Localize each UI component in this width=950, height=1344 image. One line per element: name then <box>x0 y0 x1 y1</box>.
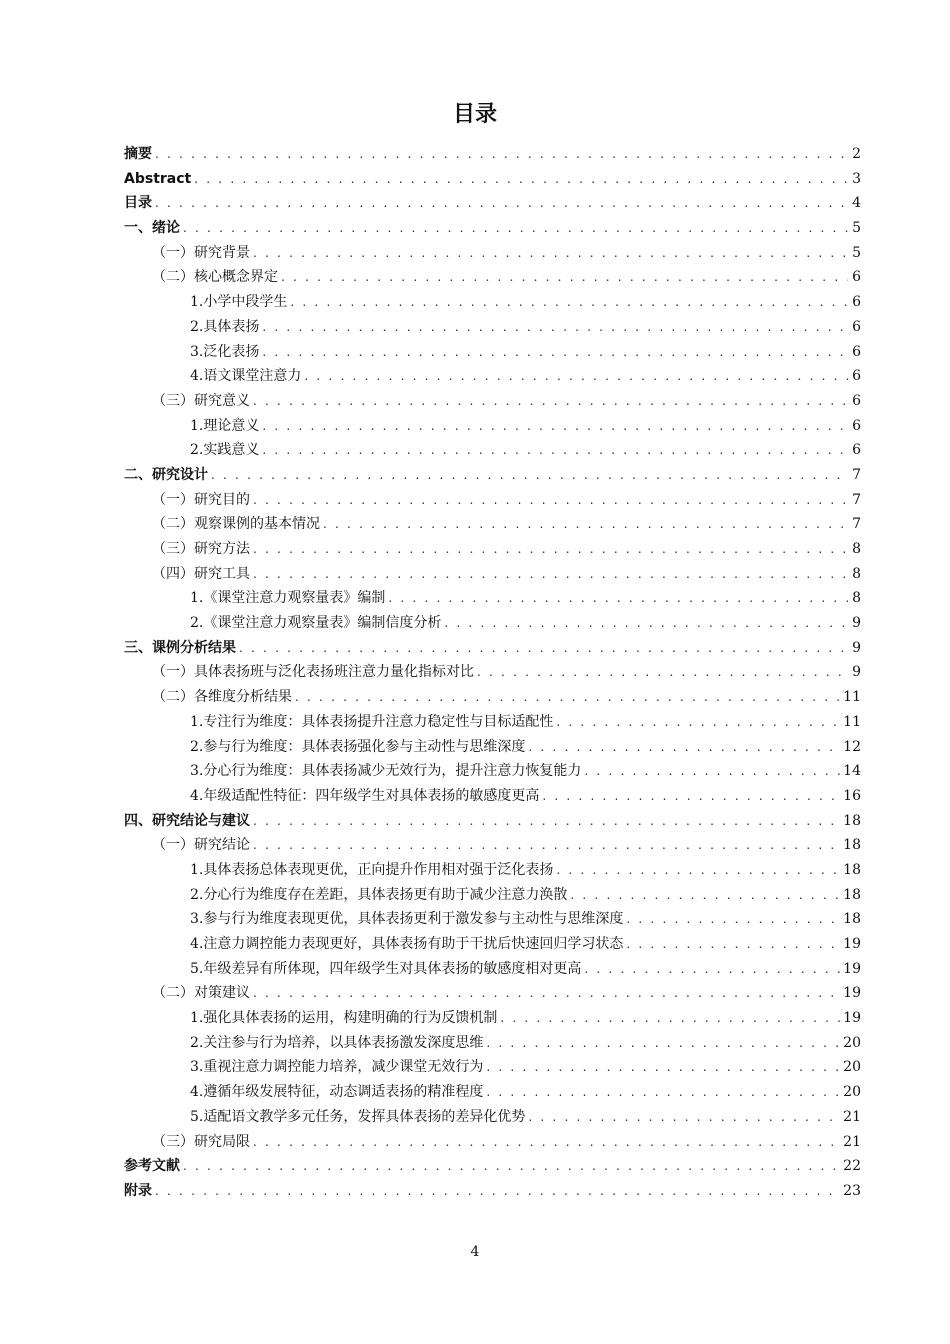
toc-entry[interactable] <box>124 833 861 858</box>
toc-entry-page: 12 <box>843 738 861 755</box>
toc-dot-leader <box>253 833 840 858</box>
toc-dot-leader <box>295 685 840 710</box>
toc-entry[interactable] <box>124 735 861 760</box>
toc-entry-page: 7 <box>852 491 861 508</box>
page-title: 目录 <box>452 102 497 127</box>
toc-entry[interactable] <box>124 414 861 439</box>
toc-entry[interactable] <box>124 784 861 809</box>
toc-entry-label: 3.重视注意力调控能力培养，减少课堂无效行为 <box>190 1059 484 1076</box>
toc-entry[interactable] <box>124 636 861 661</box>
toc-entry-label: 3.参与行为维度表现更优，具体表扬更利于激发参与主动性与思维深度 <box>190 911 624 928</box>
toc-entry-page: 9 <box>852 664 861 681</box>
toc-entry[interactable] <box>124 315 861 340</box>
toc-entry[interactable] <box>124 685 861 710</box>
toc-entry-label: 4.年级适配性特征：四年级学生对具体表扬的敏感度更高 <box>190 787 540 804</box>
toc-dot-leader <box>626 932 840 957</box>
toc-entry[interactable] <box>124 1006 861 1031</box>
toc-entry-page: 5 <box>852 220 861 237</box>
toc-dot-leader <box>253 488 848 513</box>
toc-entry-label: （一）研究背景 <box>152 244 250 261</box>
toc-entry-page: 22 <box>843 1158 861 1175</box>
toc-dot-leader <box>500 1006 840 1031</box>
toc-entry-page: 20 <box>843 1034 861 1051</box>
toc-entry-label: （三）研究方法 <box>152 541 250 557</box>
toc-entry-page: 2 <box>852 146 861 162</box>
toc-entry-label: 附录 <box>124 1182 152 1199</box>
toc-dot-leader <box>528 1105 840 1130</box>
toc-entry[interactable] <box>124 759 861 784</box>
toc-dot-leader <box>262 315 848 340</box>
toc-entry-label: （一）研究结论 <box>152 837 250 854</box>
toc-entry[interactable] <box>124 142 861 167</box>
toc-dot-leader <box>556 710 840 735</box>
toc-entry[interactable] <box>124 1031 861 1056</box>
toc-entry-page: 19 <box>843 985 861 1002</box>
toc-entry-page: 9 <box>852 615 861 632</box>
toc-entry-page: 18 <box>843 911 861 928</box>
toc-entry-page: 18 <box>843 861 861 878</box>
toc-entry-label: （二）核心概念界定 <box>152 269 278 286</box>
toc-dot-leader <box>155 1179 840 1204</box>
toc-entry-page: 14 <box>843 763 861 780</box>
toc-entry[interactable] <box>124 1080 861 1105</box>
toc-entry-label: （二）对策建议 <box>152 985 250 1002</box>
toc-dot-leader <box>486 1055 840 1080</box>
toc-entry[interactable] <box>124 586 861 611</box>
toc-entry[interactable] <box>124 512 861 537</box>
toc-entry-label: 5.适配语文教学多元任务，发挥具体表扬的差异化优势 <box>190 1108 526 1125</box>
toc-entry[interactable] <box>124 488 861 513</box>
toc-entry[interactable] <box>124 537 861 562</box>
toc-entry-label: 参考文献 <box>124 1158 180 1175</box>
toc-entry[interactable] <box>124 1105 861 1130</box>
toc-entry-page: 6 <box>852 417 861 434</box>
toc-entry[interactable] <box>124 216 861 241</box>
toc-entry-label: 3.分心行为维度：具体表扬减少无效行为，提升注意力恢复能力 <box>190 763 582 780</box>
toc-entry-page: 19 <box>843 936 861 952</box>
toc-dot-leader <box>183 216 848 241</box>
toc-entry-page: 5 <box>852 244 861 261</box>
toc-entry-label: 2.参与行为维度：具体表扬强化参与主动性与思维深度 <box>190 738 526 755</box>
toc-dot-leader <box>477 660 848 685</box>
toc-entry-page: 9 <box>852 639 861 656</box>
toc-entry-page: 6 <box>852 269 861 286</box>
toc-entry[interactable] <box>124 290 861 315</box>
toc-entry-label: 2.分心行为维度存在差距，具体表扬更有助于减少注意力涣散 <box>190 886 568 903</box>
toc-entry-label: 2.《课堂注意力观察量表》编制信度分析 <box>190 615 442 632</box>
toc-dot-leader <box>194 167 848 192</box>
toc-entry-label: （二）观察课例的基本情况 <box>152 516 320 533</box>
toc-entry[interactable] <box>124 883 861 908</box>
toc-dot-leader <box>253 981 840 1006</box>
toc-entry-label: 摘要 <box>124 146 152 162</box>
toc-entry-label: （四）研究工具 <box>152 565 250 582</box>
toc-entry-label: 1.理论意义 <box>190 417 260 434</box>
toc-dot-leader <box>304 364 848 389</box>
toc-dot-leader <box>253 389 848 414</box>
toc-entry[interactable] <box>124 1055 861 1080</box>
toc-dot-leader <box>290 290 848 315</box>
toc-entry-page: 21 <box>843 1108 861 1125</box>
toc-entry-page: 19 <box>843 960 861 977</box>
toc-entry[interactable] <box>124 957 861 982</box>
toc-entry[interactable] <box>124 710 861 735</box>
toc-entry-page: 6 <box>852 318 861 335</box>
toc-entry-label: 2.实践意义 <box>190 442 260 459</box>
toc-entry-page: 4 <box>852 195 861 212</box>
toc-dot-leader <box>211 463 848 488</box>
toc-entry-label: 2.关注参与行为培养，以具体表扬激发深度思维 <box>190 1034 484 1051</box>
toc-entry-label: 四、研究结论与建议 <box>124 812 250 829</box>
toc-dot-leader <box>556 858 840 883</box>
toc-entry-page: 20 <box>843 1059 861 1076</box>
toc-entry-page: 18 <box>843 812 861 829</box>
toc-entry[interactable] <box>124 265 861 290</box>
toc-dot-leader <box>542 784 840 809</box>
toc-entry[interactable] <box>124 1154 861 1179</box>
toc-entry-label: 4.遵循年级发展特征，动态调适表扬的精准程度 <box>190 1084 484 1101</box>
toc-entry-page: 6 <box>852 392 861 409</box>
toc-dot-leader <box>626 907 840 932</box>
toc-dot-leader <box>155 142 848 167</box>
toc-dot-leader <box>388 586 848 611</box>
toc-dot-leader <box>253 1130 840 1155</box>
toc-entry-label: 4.语文课堂注意力 <box>190 368 302 385</box>
toc-entry[interactable] <box>124 389 861 414</box>
toc-dot-leader <box>183 1154 840 1179</box>
toc-entry-page: 7 <box>852 466 861 483</box>
toc-entry-page: 3 <box>852 170 861 187</box>
toc-entry[interactable] <box>124 660 861 685</box>
toc-entry-page: 11 <box>843 689 861 706</box>
toc-entry-page: 16 <box>843 787 861 804</box>
toc-entry-page: 23 <box>843 1182 861 1199</box>
toc-entry-page: 6 <box>852 442 861 459</box>
toc-entry-page: 20 <box>843 1084 861 1101</box>
page-number: 4 <box>470 1244 480 1260</box>
toc-entry[interactable] <box>124 364 861 389</box>
toc-entry-page: 18 <box>843 837 861 854</box>
toc-entry-label: 1.强化具体表扬的运用，构建明确的行为反馈机制 <box>190 1010 498 1027</box>
toc-entry-page: 8 <box>852 590 861 607</box>
toc-dot-leader <box>584 759 840 784</box>
toc-dot-leader <box>253 562 848 587</box>
toc-dot-leader <box>253 809 840 834</box>
toc-entry[interactable] <box>124 340 861 365</box>
toc-dot-leader <box>253 537 848 562</box>
toc-dot-leader <box>262 340 848 365</box>
toc-entry-label: 2.具体表扬 <box>190 318 260 335</box>
toc-entry-label: 1.《课堂注意力观察量表》编制 <box>190 590 386 607</box>
toc-entry[interactable] <box>124 809 861 834</box>
toc-entry-label: （三）研究局限 <box>152 1133 250 1150</box>
table-of-contents <box>124 142 861 1204</box>
toc-dot-leader <box>570 883 840 908</box>
toc-entry[interactable] <box>124 562 861 587</box>
toc-entry-label: （一）研究目的 <box>152 491 250 508</box>
toc-dot-leader <box>262 414 848 439</box>
toc-entry[interactable] <box>124 611 861 636</box>
toc-dot-leader <box>323 512 848 537</box>
toc-entry[interactable] <box>124 438 861 463</box>
toc-entry-page: 18 <box>843 886 861 903</box>
toc-entry-label: 1.具体表扬总体表现更优，正向提升作用相对强于泛化表扬 <box>190 861 554 878</box>
toc-entry-page: 7 <box>852 516 861 533</box>
toc-entry[interactable] <box>124 167 861 192</box>
toc-entry-label: （一）具体表扬班与泛化表扬班注意力量化指标对比 <box>152 664 474 681</box>
toc-entry[interactable] <box>124 463 861 488</box>
toc-dot-leader <box>486 1080 840 1105</box>
toc-entry-page: 8 <box>852 541 861 557</box>
toc-entry[interactable] <box>124 1130 861 1155</box>
toc-entry-label: （二）各维度分析结果 <box>152 689 292 706</box>
toc-entry-page: 6 <box>852 294 861 311</box>
toc-entry-label: 1.小学中段学生 <box>190 294 288 311</box>
toc-dot-leader <box>281 265 848 290</box>
toc-dot-leader <box>444 611 848 636</box>
toc-entry-label: 三、课例分析结果 <box>124 639 236 656</box>
toc-entry-label: 二、研究设计 <box>124 466 208 483</box>
toc-entry-label: 目录 <box>124 195 152 212</box>
toc-entry-label: （三）研究意义 <box>152 392 250 409</box>
toc-entry-label: 一、绪论 <box>124 220 180 237</box>
toc-dot-leader <box>262 438 848 463</box>
toc-dot-leader <box>253 241 848 266</box>
toc-dot-leader <box>155 191 848 216</box>
toc-dot-leader <box>584 957 840 982</box>
toc-entry-page: 6 <box>852 368 861 385</box>
toc-entry-page: 6 <box>852 343 861 360</box>
toc-dot-leader <box>528 735 840 760</box>
toc-entry-page: 8 <box>852 565 861 582</box>
toc-entry-label: 5.年级差异有所体现，四年级学生对具体表扬的敏感度相对更高 <box>190 960 582 977</box>
toc-entry[interactable] <box>124 907 861 932</box>
toc-dot-leader <box>239 636 848 661</box>
toc-entry[interactable] <box>124 858 861 883</box>
toc-entry[interactable] <box>124 981 861 1006</box>
toc-entry[interactable] <box>124 191 861 216</box>
toc-dot-leader <box>486 1031 840 1056</box>
toc-entry-page: 21 <box>843 1133 861 1150</box>
toc-entry-page: 11 <box>843 713 861 730</box>
toc-entry-label: 3.泛化表扬 <box>190 343 260 360</box>
toc-entry[interactable] <box>124 1179 861 1204</box>
toc-entry-page: 19 <box>843 1010 861 1027</box>
toc-entry[interactable] <box>124 241 861 266</box>
toc-entry-label: 4.注意力调控能力表现更好，具体表扬有助于干扰后快速回归学习状态 <box>190 936 624 952</box>
toc-entry-label: Abstract <box>124 170 192 187</box>
toc-entry-label: 1.专注行为维度：具体表扬提升注意力稳定性与目标适配性 <box>190 713 554 730</box>
toc-entry[interactable] <box>124 932 861 957</box>
